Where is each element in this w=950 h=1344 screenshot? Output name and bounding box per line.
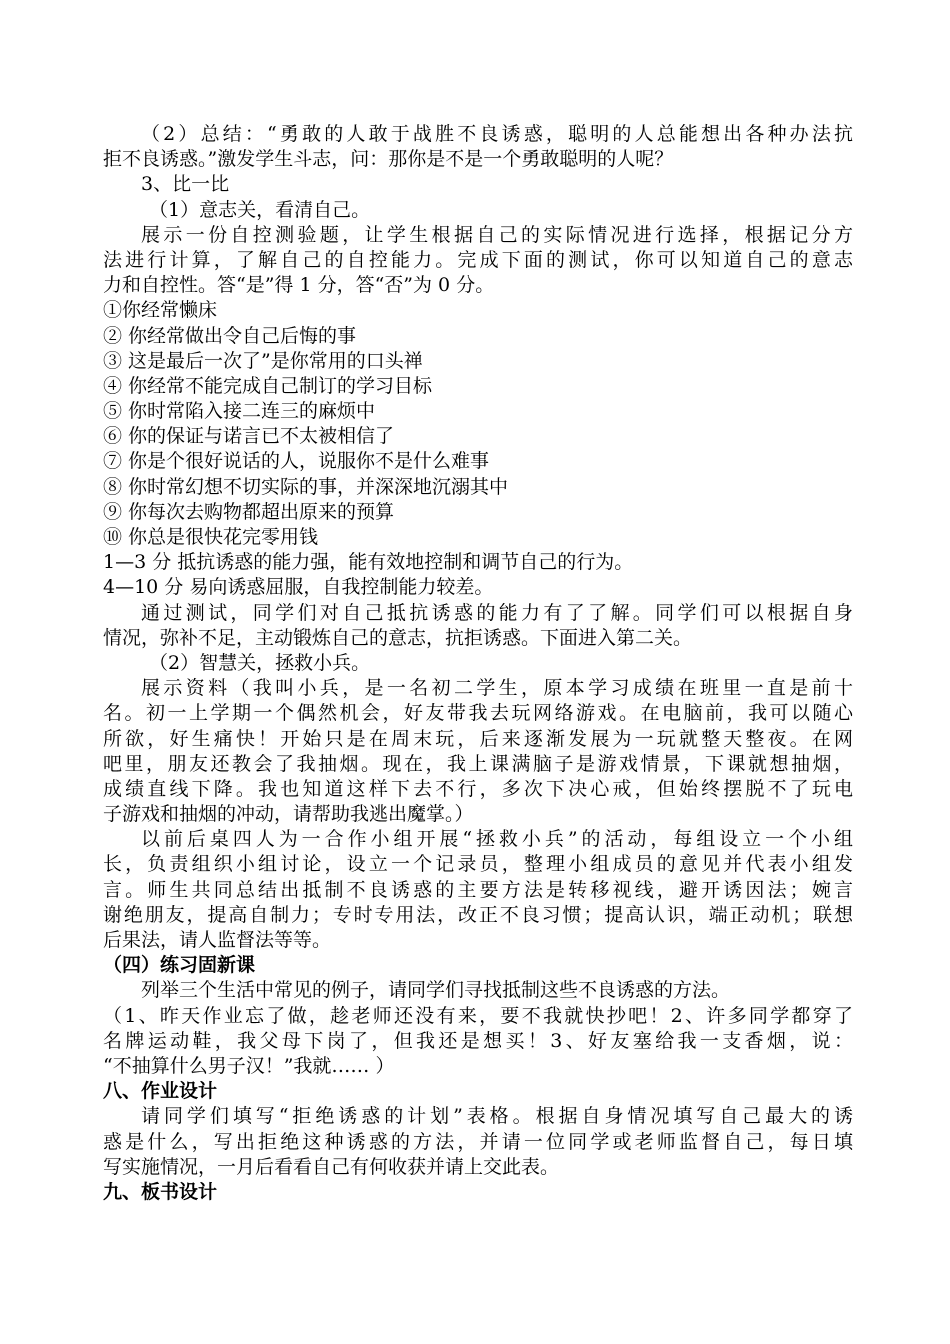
- text-line: ⑩ 你总是很快花完零用钱: [103, 526, 319, 548]
- text-line: 4—10 分 易向诱惑屈服，自我控制能力较差。: [103, 576, 494, 599]
- text-line: 列举三个生活中常见的例子，请同学们寻找抵制这些不良诱惑的方法。: [141, 979, 731, 1002]
- text-line: 展示资料（我叫小兵，是一名初二学生，原本学习成绩在班里一直是前十: [141, 677, 853, 700]
- document-page: [103, 122, 853, 1205]
- text-line: 拒不良诱惑。”激发学生斗志，问：那你是不是一个勇敢聪明的人呢？: [103, 148, 674, 171]
- text-line: 言。师生共同总结出抵制不良诱惑的主要方法是转移视线，避开诱因法；婉言: [103, 878, 853, 901]
- text-line: ③ 这是最后一次了”是你常用的口头禅: [103, 349, 423, 372]
- text-line: ② 你经常做出令自己后悔的事: [103, 324, 357, 347]
- text-line: 请同学们填写“拒绝诱惑的计划”表格。根据自身情况填写自己最大的诱: [141, 1105, 853, 1128]
- text-line: 1—3 分 抵抗诱惑的能力强，能有效地控制和调节自己的行为。: [103, 551, 634, 574]
- text-line: ⑥ 你的保证与诺言已不太被相信了: [103, 425, 395, 448]
- text-line: （2）总结：“勇敢的人敢于战胜不良诱惑，聪明的人总能想出各种办法抗: [141, 123, 853, 145]
- text-line: 惑是什么，写出拒绝这种诱惑的方法，并请一位同学或老师监督自己，每日填: [103, 1130, 853, 1153]
- text-line: 以前后桌四人为一合作小组开展“拯救小兵”的活动，每组设立一个小组: [141, 828, 853, 851]
- text-line: （2）智慧关，拯救小兵。: [149, 651, 371, 674]
- text-line: 后果法，请人监督法等等。: [103, 929, 332, 951]
- text-line: （1、昨天作业忘了做，趁老师还没有来，要不我就快抄吧！2、许多同学都穿了: [103, 1004, 853, 1027]
- text-line: 吧里，朋友还教会了我抽烟。现在，我上课满脑子是游戏情景，下课就想抽烟，: [103, 752, 853, 775]
- text-line: （1）意志关，看清自己。: [149, 198, 371, 221]
- text-line: 展示一份自控测验题，让学生根据自己的实际情况进行选择，根据记分方: [141, 223, 853, 246]
- text-line: 长，负责组织小组讨论，设立一个记录员，整理小组成员的意见并代表小组发: [103, 853, 853, 876]
- text-line: ⑦ 你是个很好说话的人，说服你不是什么难事: [103, 450, 490, 473]
- text-line: 力和自控性。答“是”得 1 分，答“否”为 0 分。: [103, 274, 495, 297]
- text-line: ⑤ 你时常陷入接二连三的麻烦中: [103, 400, 376, 423]
- text-line: 3、比一比: [141, 173, 230, 196]
- text-line: 通过测试，同学们对自己抵抗诱惑的能力有了了解。同学们可以根据自身: [141, 601, 853, 624]
- text-line: 名。初一上学期一个偶然机会，好友带我去玩网络游戏。在电脑前，我可以随心: [103, 702, 853, 725]
- text-line: 名牌运动鞋，我父母下岗了，但我还是想买！3、好友塞给我一支香烟，说：: [103, 1029, 853, 1052]
- text-line: 子游戏和抽烟的冲动，请帮助我逃出魔掌。）: [103, 803, 474, 826]
- text-line: 成绩直线下降。我也知道这样下去不行，多次下决心戒，但始终摆脱不了玩电: [103, 777, 853, 800]
- text-line: ⑧ 你时常幻想不切实际的事，并深深地沉溺其中: [103, 475, 509, 498]
- text-line: 法进行计算，了解自己的自控能力。完成下面的测试，你可以知道自己的意志: [103, 248, 853, 271]
- section-heading: 八、作业设计: [103, 1080, 218, 1103]
- text-line: ④ 你经常不能完成自己制订的学习目标: [103, 374, 433, 397]
- text-line: 写实施情况，一月后看看自己有何收获并请上交此表。: [103, 1155, 560, 1178]
- text-line: ⑨ 你每次去购物都超出原来的预算: [103, 500, 395, 523]
- text-line: 情况，弥补不足，主动锻炼自己的意志，抗拒诱惑。下面进入第二关。: [103, 626, 693, 649]
- section-heading: （四）练习固新课: [103, 954, 256, 977]
- text-line: 谢绝朋友，提高自制力；专时专用法，改正不良习惯；提高认识，端正动机；联想: [103, 903, 853, 926]
- text-line: ①你经常懒床: [103, 299, 218, 322]
- section-heading: 九、板书设计: [103, 1180, 218, 1203]
- text-line: “不抽算什么男子汉！”我就…… ）: [103, 1054, 395, 1077]
- text-line: 所欲，好生痛快！开始只是在周末玩，后来逐渐发展为一玩就整天整夜。在网: [103, 727, 853, 750]
